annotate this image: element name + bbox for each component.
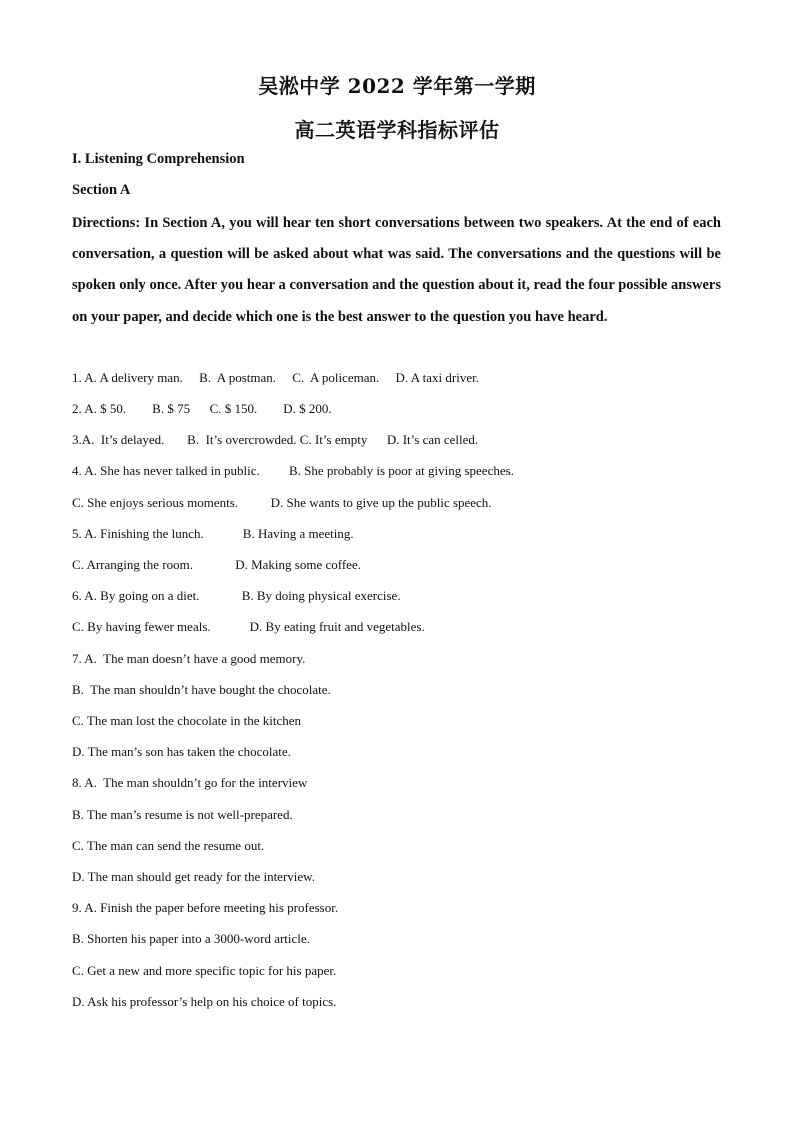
exam-title: 吴淞中学 2022 学年第一学期 xyxy=(258,74,536,98)
question-line-7b: B. The man shouldn’t have bought the chocolate. xyxy=(72,682,331,697)
question-line-9d: D. Ask his professor’s help on his choice of topics. xyxy=(72,994,337,1009)
exam-subtitle: 高二英语学科指标评估 xyxy=(294,118,500,142)
question-line-5-cd: C. Arranging the room. D. Making some coffee. xyxy=(72,557,361,572)
question-line-8d: D. The man should get ready for the interview. xyxy=(72,869,315,884)
question-line-7c: C. The man lost the chocolate in the kitchen xyxy=(72,713,302,728)
question-line-8c: C. The man can send the resume out. xyxy=(72,838,265,853)
question-line-1: 1. A. A delivery man. B. A postman. C. A policeman. D. A taxi driver. xyxy=(72,370,479,385)
question-line-3: 3.A. It’s delayed. B. It’s overcrowded. C. It’s empty D. It’s can celled. xyxy=(72,432,479,447)
question-line-6-cd: C. By having fewer meals. D. By eating fruit and vegetables. xyxy=(72,619,425,634)
question-line-4: 4. A. She has never talked in public. B. She probably is poor at giving speeches. xyxy=(72,463,514,478)
question-line-7a: 7. A. The man doesn’t have a good memory. xyxy=(72,651,306,666)
directions-paragraph: Directions: In Section A, you will hear ten short conversations between two speakers. At the end of each conversation, a question will be asked about what was said. The conversations and the questions will be spoken only once. After you hear a conversation and the question about it, read the four possible answers on your paper, and decide which one is the best answer to the question you have heard. xyxy=(72,215,721,325)
part-heading: I. Listening Comprehension xyxy=(72,151,245,167)
question-line-9c: C. Get a new and more specific topic for his paper. xyxy=(72,963,337,978)
question-line-7d: D. The man’s son has taken the chocolate. xyxy=(72,744,291,759)
question-line-9a: 9. A. Finish the paper before meeting his professor. xyxy=(72,900,339,915)
question-line-8a: 8. A. The man shouldn’t go for the interview xyxy=(72,775,308,790)
section-heading: Section A xyxy=(72,182,131,198)
question-line-9b: B. Shorten his paper into a 3000-word article. xyxy=(72,931,310,946)
question-line-2: 2. A. $ 50. B. $ 75 C. $ 150. D. $ 200. xyxy=(72,401,332,416)
question-line-5: 5. A. Finishing the lunch. B. Having a meeting. xyxy=(72,526,354,541)
question-line-6: 6. A. By going on a diet. B. By doing physical exercise. xyxy=(72,588,401,603)
question-line-8b: B. The man’s resume is not well-prepared. xyxy=(72,807,293,822)
question-line-4-cd: C. She enjoys serious moments. D. She wants to give up the public speech. xyxy=(72,495,492,510)
